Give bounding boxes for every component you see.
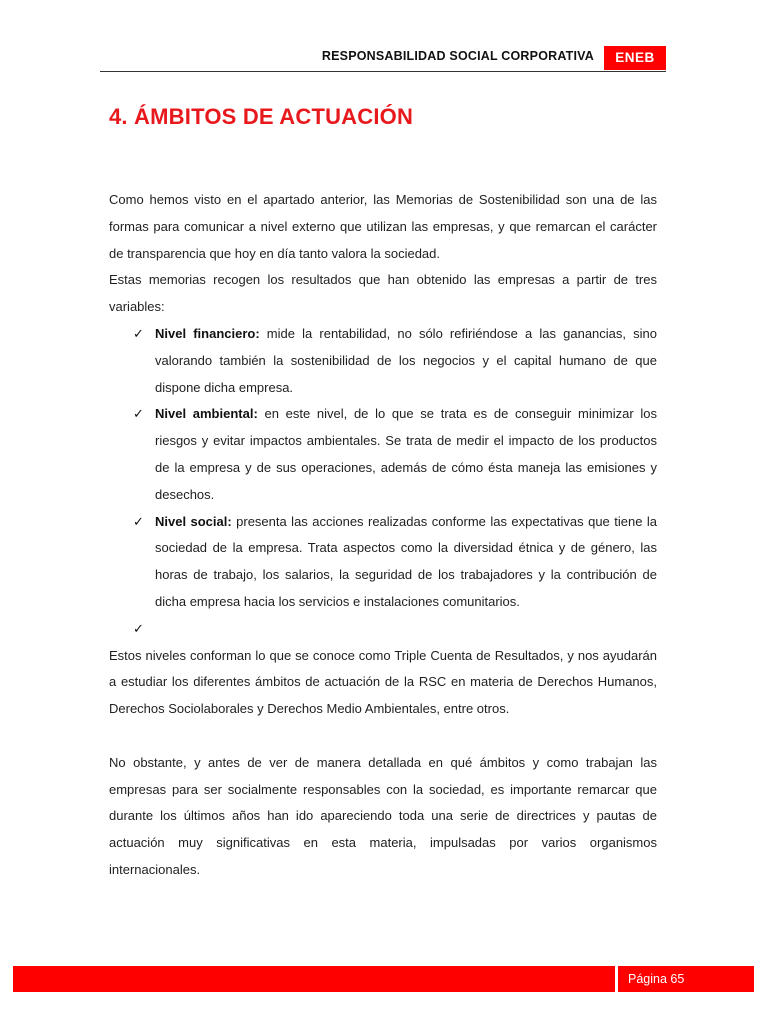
paragraph-intro: Como hemos visto en el apartado anterior, las Memorias de Sostenibilidad son una de las formas para comunicar a nivel externo que utilizan las empresas, y que remarcan el carácter de transparencia que hoy en día tanto valora la sociedad. (109, 192, 657, 261)
eneb-logo: ENEB (604, 46, 666, 70)
spacer (109, 723, 657, 750)
checkmark-icon: ✓ (133, 406, 144, 422)
section-heading: 4. ÁMBITOS DE ACTUACIÓN (109, 104, 414, 129)
levels-list (109, 321, 657, 643)
footer-bar (13, 966, 615, 992)
page-header (100, 44, 666, 72)
list-item (109, 321, 657, 401)
list-item (109, 509, 657, 616)
checkmark-icon: ✓ (133, 513, 144, 529)
header-title: RESPONSABILIDAD SOCIAL CORPORATIVA (321, 49, 594, 63)
list-item (109, 616, 657, 643)
list-item-text: en este nivel, de lo que se trata es de conseguir minimizar los riesgos y evitar impactos ambientales. Se trata de medir el impacto de los productos de la empresa y de sus operaciones, además de cómo ésta maneja las emisiones y desechos. (155, 406, 657, 502)
list-item-text: presenta las acciones realizadas conforme las expectativas que tiene la sociedad de la empresa. Trata aspectos como la diversidad étnica y de género, las horas de trabajo, los salarios, la seguridad de los trabajadores y la contribución de dicha empresa hacia los servicios e instalaciones comunitarios. (155, 513, 657, 609)
paragraph-guidelines: No obstante, y antes de ver de manera detallada en qué ámbitos y como trabajan las empresas para ser socialmente responsables con la sociedad, es importante remarcar que durante los últimos años han ido apareciendo toda una serie de directrices y pautas de actuación muy significativas en esta materia, impulsadas por varios organismos internacionales. (109, 754, 657, 877)
checkmark-icon: ✓ (133, 325, 144, 341)
list-item-term: Nivel social: (155, 513, 232, 529)
paragraph-triple-bottom-line: Estos niveles conforman lo que se conoce como Triple Cuenta de Resultados, y nos ayudarán a estudiar los diferentes ámbitos de actuación de la RSC en materia de Derechos Humanos, Derechos Sociolaborales y Derechos Medio Ambientales, entre otros. (109, 647, 657, 717)
list-item-text: mide la rentabilidad, no sólo refiriéndose a las ganancias, sino valorando también la sostenibilidad de los negocios y el capital humano de que dispone dicha empresa. (155, 325, 657, 395)
paragraph-variables: Estas memorias recogen los resultados que han obtenido las empresas a partir de tres variables: (109, 272, 657, 315)
body-content (109, 187, 657, 884)
page-number: Página 65 (618, 966, 754, 992)
list-item (109, 401, 657, 508)
checkmark-icon: ✓ (133, 620, 144, 636)
list-item-term: Nivel financiero: (155, 325, 260, 341)
list-item-term: Nivel ambiental: (155, 406, 258, 422)
